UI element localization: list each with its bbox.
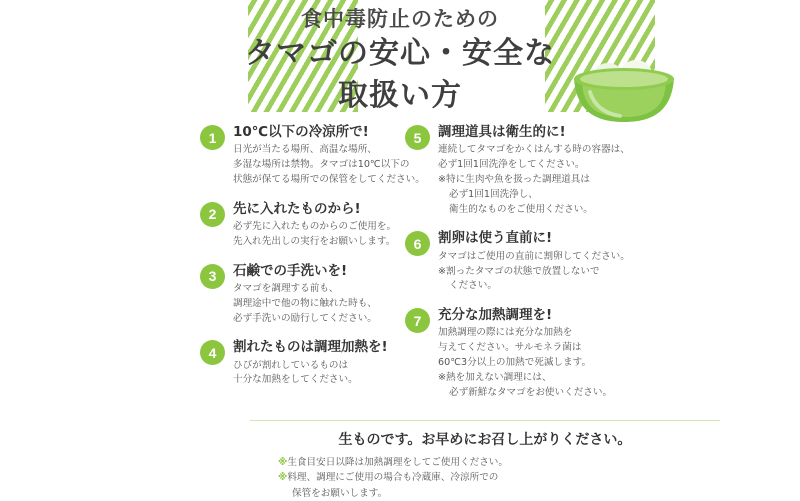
item-title: 10℃以下の冷涼所で!	[233, 124, 369, 140]
item-title: 充分な加熱調理を!	[438, 307, 553, 324]
footer-notice	[250, 420, 720, 501]
item-body	[233, 339, 400, 388]
item-description	[233, 143, 425, 188]
left-column	[0, 124, 425, 414]
footer-item-text: 生食目安日以降は加熱調理をしてご使用ください。	[287, 457, 508, 468]
item-line: 必ず1回1回洗浄をしてください。	[438, 159, 585, 171]
item-description	[438, 326, 800, 400]
item-body	[438, 307, 800, 400]
item-body	[438, 124, 800, 217]
item-number-badge: 6	[405, 231, 430, 256]
list-item	[200, 339, 400, 388]
item-line: 連続してタマゴをかくはんする時の容器は、	[438, 144, 630, 156]
list-item	[405, 307, 800, 400]
item-description	[233, 282, 400, 327]
footer-item-text: 料理、調理にご使用の場合も冷蔵庫、冷涼所での	[287, 472, 499, 484]
item-body	[438, 230, 800, 294]
list-item	[405, 230, 800, 294]
item-body	[233, 201, 400, 250]
item-title: 割卵は使う直前に!	[438, 230, 553, 247]
item-description	[233, 359, 400, 389]
item-line: ※特に生肉や魚を扱った調理道具は	[438, 173, 590, 185]
item-title: 調理道具は衛生的に!	[438, 124, 566, 140]
list-item	[200, 263, 400, 327]
item-line-indented: ください。	[449, 280, 497, 292]
item-line: 与えてください。サルモネラ菌は	[438, 342, 582, 354]
footer-item-subtext: 保管をお願いします。	[292, 487, 388, 499]
list-item	[405, 124, 800, 217]
item-line: ※割ったタマゴの状態で放置しないで	[438, 265, 600, 277]
item-number-badge: 3	[200, 264, 225, 289]
item-body	[233, 263, 400, 327]
item-number-badge: 5	[405, 125, 430, 150]
item-line: 先入れ先出しの実行をお願いします。	[233, 235, 396, 247]
item-line: 60℃3分以上の加熱で死滅します。	[438, 357, 592, 369]
header-title-line2: 取扱い方	[338, 77, 462, 113]
item-line-indented: 衛生的なものをご使用ください。	[449, 203, 593, 215]
item-line: ※熱を加えない調理には、	[438, 372, 552, 384]
egg-bowl-icon	[560, 48, 688, 124]
item-number-badge: 7	[405, 308, 430, 333]
item-line: ひびが割れしているものは	[233, 359, 349, 371]
bullet-mark: ※	[278, 457, 288, 468]
footer-title: 生ものです。お早めにお召し上がりください。	[338, 432, 632, 448]
item-line: 十分な加熱をしてください。	[233, 374, 358, 386]
item-line: 日光が当たる場所、高温な場所、	[233, 144, 377, 156]
item-line-indented: 必ず1回1回洗浄し、	[449, 188, 538, 200]
header-title-line1: タマゴの安心・安全な	[245, 36, 555, 72]
list-item	[200, 124, 425, 188]
item-description	[438, 250, 800, 295]
item-body	[233, 124, 425, 188]
header-subtitle: 食中毒防止のための	[301, 7, 499, 31]
item-line: 状態が保てる場所での保管をしてください。	[233, 173, 425, 185]
item-line: 必ず先に入れたものからのご使用を。	[233, 220, 397, 232]
content-columns	[0, 124, 800, 414]
item-line: タマゴを調理する前も、	[233, 282, 339, 294]
bullet-mark: ※	[278, 472, 288, 484]
poster-header	[0, 0, 800, 120]
item-description	[233, 220, 400, 250]
item-title: 石鹸での手洗いを!	[233, 262, 348, 279]
item-title: 先に入れたものから!	[233, 200, 361, 217]
footer-item	[250, 455, 720, 470]
item-line-indented: 必ず新鮮なタマゴをお使いください。	[449, 386, 613, 398]
item-number-badge: 2	[200, 202, 225, 227]
item-line: 必ず手洗いの励行してください。	[233, 312, 377, 324]
list-item	[200, 201, 400, 250]
item-line: 多湿な場所は禁物。タマゴは10℃以下の	[233, 159, 410, 171]
item-description	[438, 143, 800, 217]
right-column	[400, 124, 800, 414]
item-line: 加熱調理の際には充分な加熱を	[438, 327, 573, 339]
item-number-badge: 4	[200, 340, 225, 365]
footer-item	[250, 470, 720, 501]
item-line: タマゴはご使用の直前に割卵してください。	[438, 250, 630, 262]
item-title: 割れたものは調理加熱を!	[233, 339, 388, 356]
item-number-badge: 1	[200, 125, 225, 150]
item-line: 調理途中で他の物に触れた時も、	[233, 297, 377, 309]
